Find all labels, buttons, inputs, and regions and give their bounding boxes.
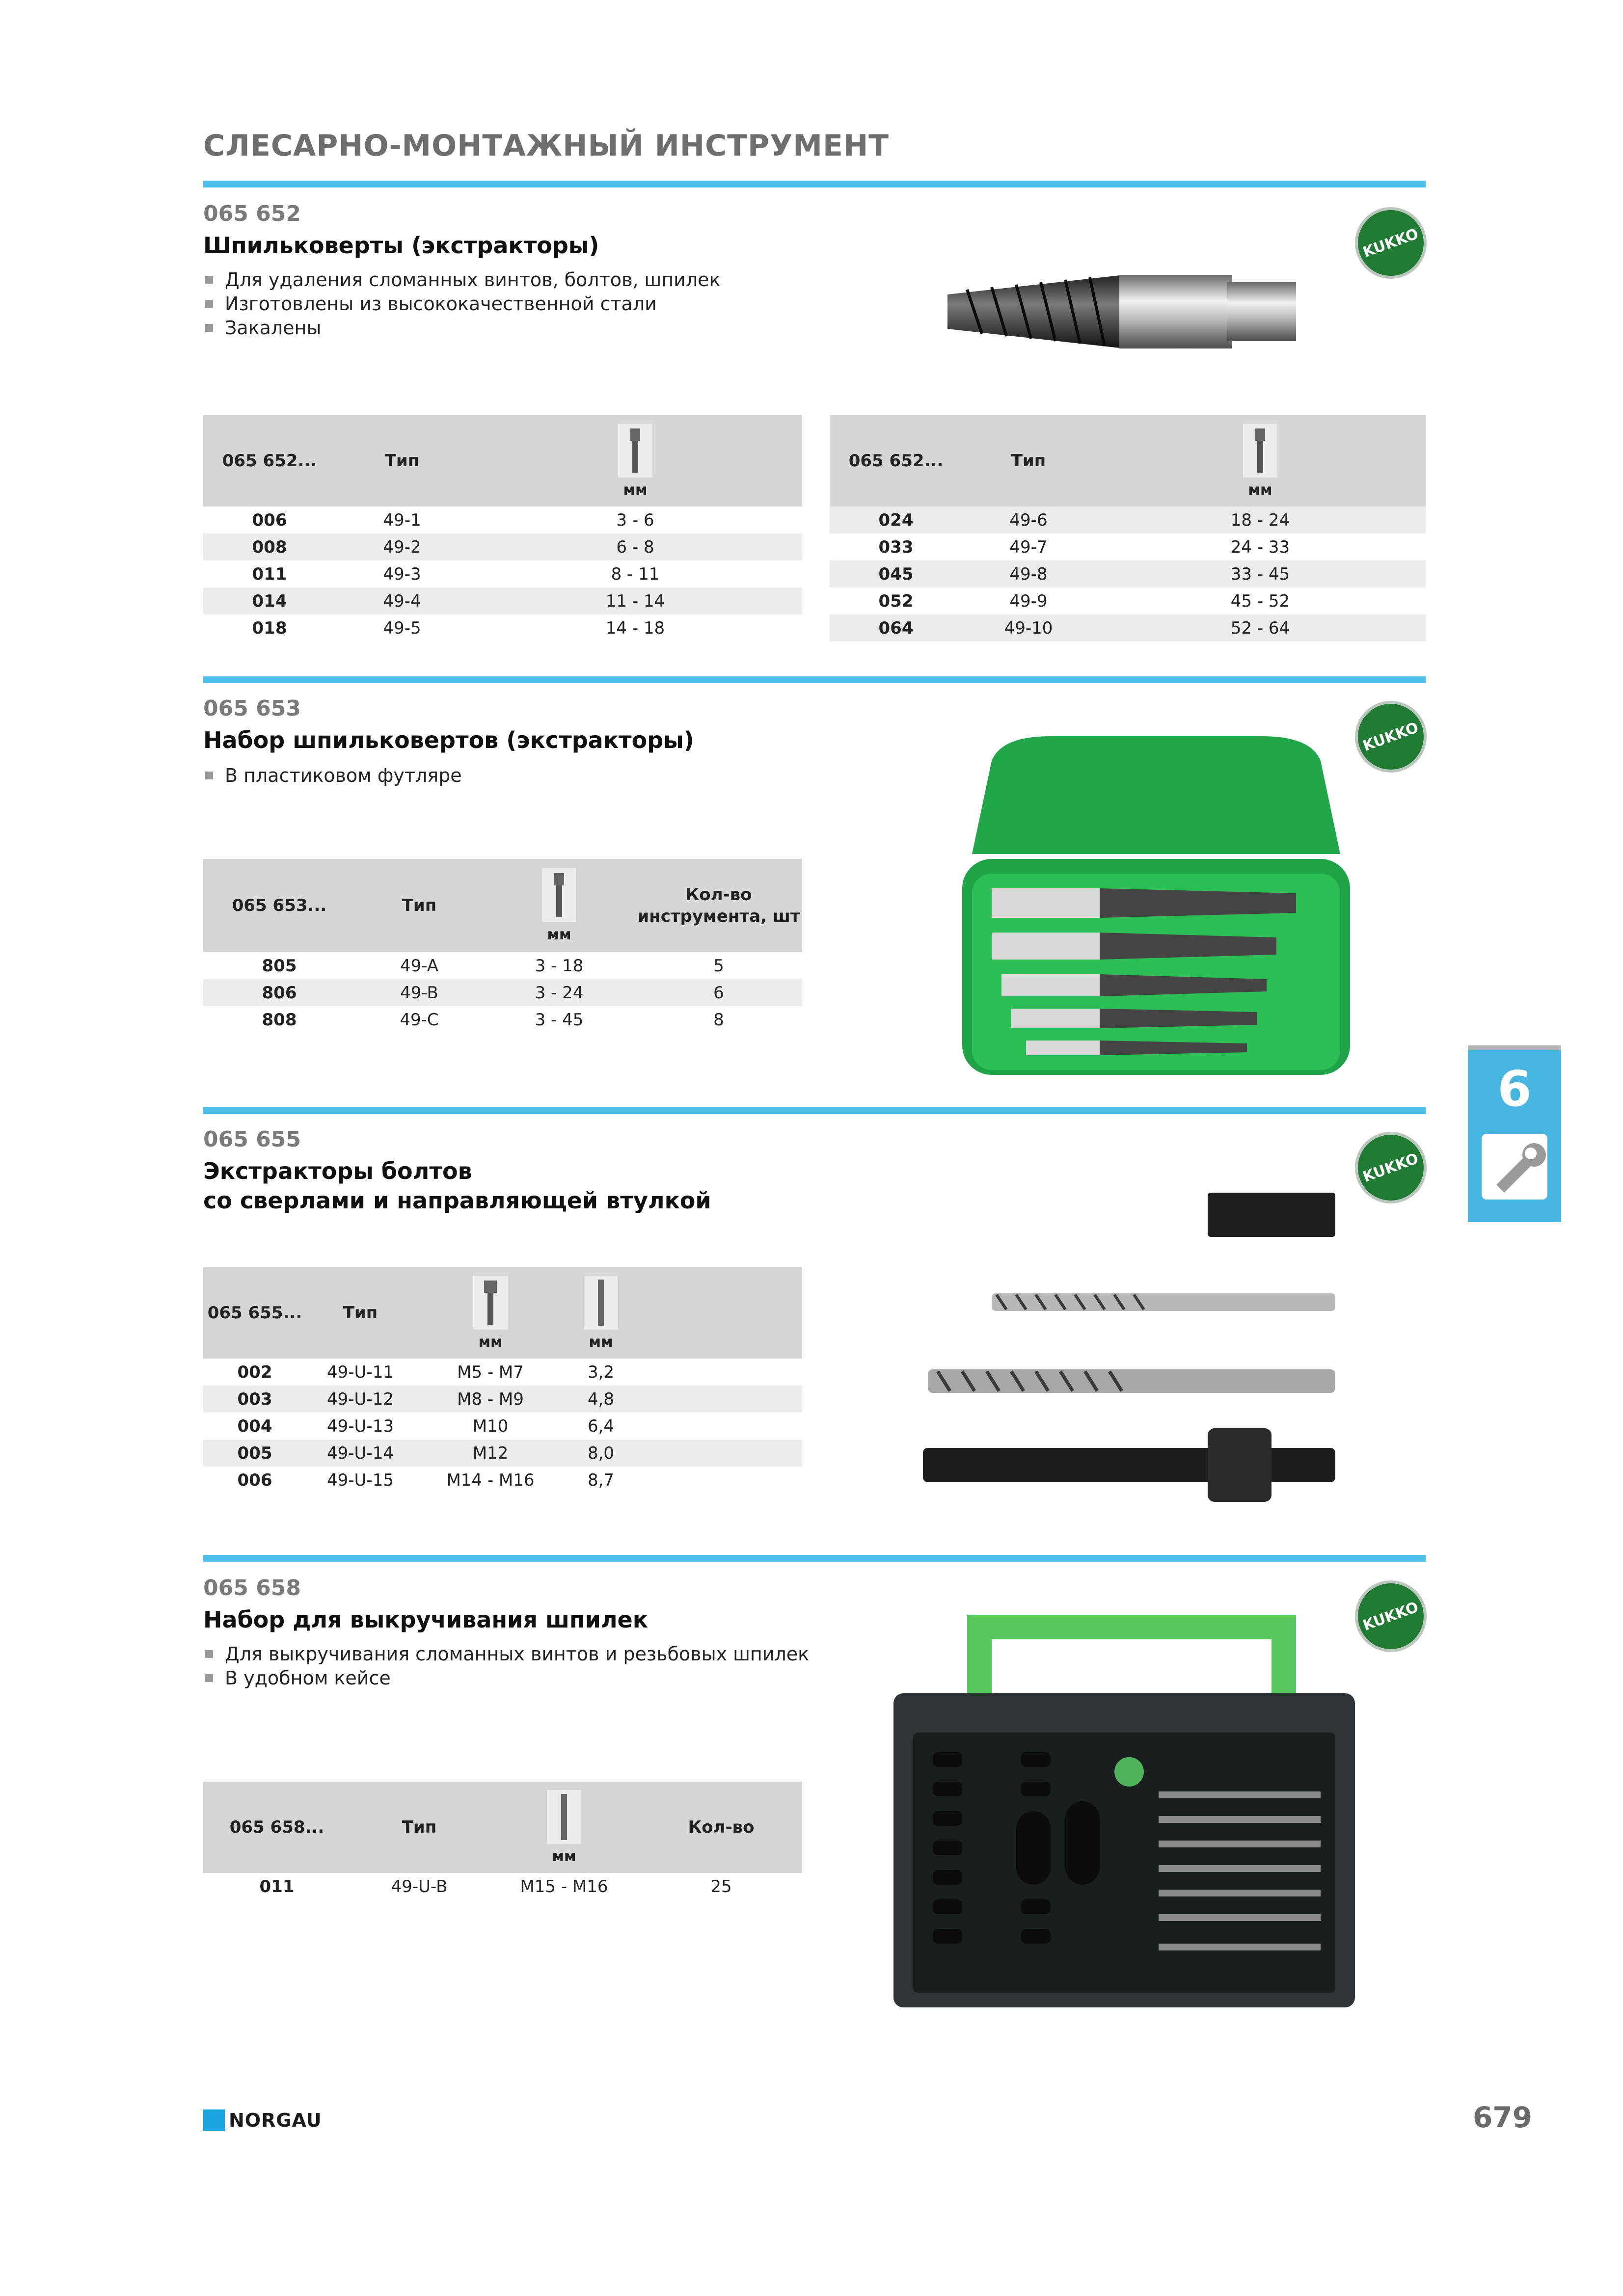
product-title: Экстракторы болтов	[203, 1158, 472, 1184]
section-divider	[203, 1555, 1426, 1562]
table-row: 005 49-U-14 M12 8,0	[203, 1440, 802, 1467]
feature-item: Закалены	[203, 316, 720, 340]
column-header: 065 658...	[203, 1782, 351, 1873]
feature-list	[203, 1642, 809, 1690]
feature-item: В удобном кейсе	[203, 1666, 809, 1690]
table-row: 006 49-1 3 - 6	[203, 507, 802, 534]
column-header: Тип	[962, 415, 1095, 507]
table-row: 064 49-10 52 - 64	[830, 614, 1426, 641]
feature-item: Для выкручивания сломанных винтов и резьбовых шпилек	[203, 1642, 809, 1666]
table-row: 052 49-9 45 - 52	[830, 587, 1426, 614]
spec-table	[830, 415, 1426, 641]
unit-label: мм	[623, 481, 648, 499]
extractor-icon	[618, 424, 652, 478]
chapter-number: 6	[1497, 1060, 1532, 1118]
drill-icon	[547, 1790, 581, 1844]
column-header: Кол-во инструмента, шт	[635, 859, 802, 952]
feature-item: В пластиковом футляре	[203, 764, 462, 788]
table-row: 004 49-U-13 M10 6,4	[203, 1413, 802, 1440]
drill-icon	[584, 1276, 618, 1330]
product-code: 065 655	[203, 1127, 301, 1152]
table-row: 011 49-U-B M15 - M16 25	[203, 1873, 802, 1900]
product-title: Набор шпильковертов (экстракторы)	[203, 727, 694, 753]
column-header-drill	[567, 1267, 802, 1359]
spec-table	[203, 415, 802, 641]
chapter-tab[interactable]	[1468, 1045, 1561, 1222]
feature-list	[203, 764, 462, 788]
norgau-logo: NORGAU	[203, 2109, 322, 2131]
bolt-icon	[473, 1276, 508, 1330]
stud-extractor-case-image	[893, 1605, 1355, 2022]
table-row: 045 49-8 33 - 45	[830, 561, 1426, 587]
section-divider	[203, 1107, 1426, 1114]
product-code: 065 652	[203, 201, 301, 226]
table-row: 011 49-3 8 - 11	[203, 561, 802, 587]
feature-item: Изготовлены из высококачественной стали	[203, 292, 720, 316]
table-row: 806 49-B 3 - 24 6	[203, 979, 802, 1006]
table-row: 006 49-U-15 M14 - M16 8,7	[203, 1467, 802, 1494]
page-number: 679	[1473, 2101, 1533, 2134]
column-header: Кол-во	[640, 1782, 802, 1873]
table-row: 024 49-6 18 - 24	[830, 507, 1426, 534]
product-title: Шпильковерты (экстракторы)	[203, 232, 599, 259]
unit-label: мм	[1248, 481, 1272, 499]
kukko-logo: KUKKO	[1355, 1132, 1427, 1203]
spec-table	[203, 1782, 802, 1900]
product-title: со сверлами и направляющей втулкой	[203, 1187, 711, 1214]
extractor-icon	[542, 868, 576, 922]
table-row: 008 49-2 6 - 8	[203, 534, 802, 561]
table-row: 002 49-U-11 M5 - M7 3,2	[203, 1359, 802, 1386]
column-header-size	[488, 1782, 640, 1873]
kukko-logo: KUKKO	[1355, 207, 1427, 279]
column-header-size	[468, 415, 802, 507]
feature-item: Для удаления сломанных винтов, болтов, шпилек	[203, 268, 720, 292]
column-header: 065 655...	[203, 1267, 306, 1359]
bolt-extractor-parts-image	[923, 1188, 1345, 1522]
wrench-icon	[1482, 1134, 1547, 1200]
column-header-size	[483, 859, 635, 952]
table-row: 805 49-A 3 - 18 5	[203, 952, 802, 979]
page-title: СЛЕСАРНО-МОНТАЖНЫЙ ИНСТРУМЕНТ	[203, 129, 890, 163]
column-header: Тип	[351, 1782, 488, 1873]
spec-table	[203, 1267, 802, 1494]
section-divider	[203, 181, 1426, 187]
product-title: Набор для выкручивания шпилек	[203, 1606, 648, 1633]
unit-label: мм	[478, 1333, 503, 1351]
product-code: 065 658	[203, 1575, 301, 1601]
spec-table	[203, 859, 802, 1033]
table-row: 033 49-7 24 - 33	[830, 534, 1426, 561]
table-row: 003 49-U-12 M8 - M9 4,8	[203, 1386, 802, 1413]
feature-list	[203, 268, 720, 340]
product-code: 065 653	[203, 696, 301, 721]
extractor-icon	[1243, 424, 1277, 478]
kukko-logo: KUKKO	[1355, 1580, 1427, 1652]
section-divider	[203, 676, 1426, 683]
table-row: 808 49-C 3 - 45 8	[203, 1006, 802, 1033]
column-header-size	[414, 1267, 567, 1359]
column-header: 065 652...	[830, 415, 962, 507]
column-header: Тип	[306, 1267, 414, 1359]
column-header: 065 653...	[203, 859, 355, 952]
column-header: 065 652...	[203, 415, 336, 507]
kukko-logo: KUKKO	[1355, 701, 1427, 773]
unit-label: мм	[589, 1333, 613, 1351]
unit-label: мм	[547, 926, 571, 943]
table-row: 018 49-5 14 - 18	[203, 614, 802, 641]
unit-label: мм	[552, 1847, 576, 1865]
column-header: Тип	[355, 859, 483, 952]
table-row: 014 49-4 11 - 14	[203, 587, 802, 614]
extractor-image	[947, 265, 1296, 358]
extractor-set-case-image	[962, 731, 1350, 1085]
column-header-size	[1095, 415, 1426, 507]
column-header: Тип	[336, 415, 468, 507]
